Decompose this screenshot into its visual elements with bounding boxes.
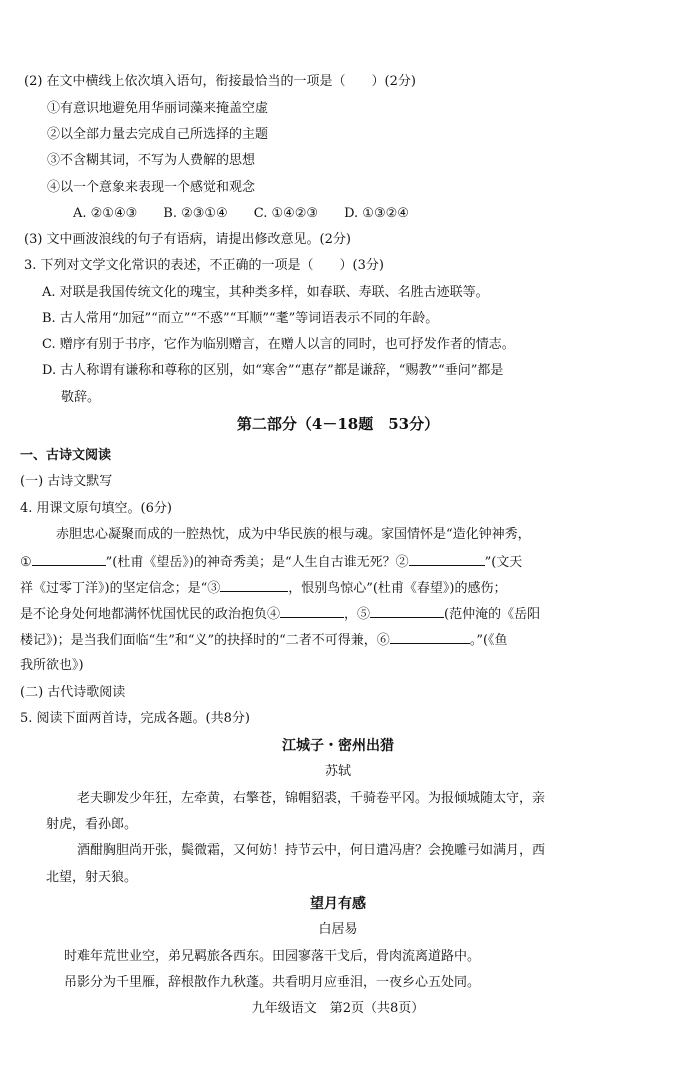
question-3-option-d: D. 古人称谓有谦称和尊称的区别，如“寒舍”“惠存”都是谦辞，“赐教”“垂问”都是 (42, 363, 504, 378)
fill-blank-5[interactable] (370, 605, 444, 618)
poem-1-line3: 酒酣胸胆尚开张，鬓微霜，又何妨！持节云中，何日遣冯唐？会挽雕弓如满月，西 (77, 843, 546, 858)
subsection-1-heading: (一) 古诗文默写 (20, 474, 113, 489)
poem-1-line1: 老夫聊发少年狂，左牵黄，右擎苍，锦帽貂裘，千骑卷平冈。为报倾城随太守，亲 (77, 791, 546, 806)
question-5: 5. 阅读下面两首诗，完成各题。(共8分) (20, 711, 250, 726)
section-1-heading: 一、古诗文阅读 (20, 448, 112, 463)
question-2-3: (3) 文中画波浪线的句子有语病，请提出修改意见。(2分) (24, 232, 351, 247)
question-3-option-c: C. 赠序有别于书序，它作为临别赠言，在赠人以言的同时，也可抒发作者的情志。 (42, 337, 515, 352)
question-3-option-d-cont: 敬辞。 (61, 390, 101, 405)
q4-paragraph-line5 (20, 631, 508, 650)
question-3: 3. 下列对文学文化常识的表述，不正确的一项是（ ）(3分) (24, 258, 384, 273)
q4-paragraph-line4 (20, 605, 540, 624)
option-2: ②以全部力量去完成自己所选择的主题 (47, 127, 269, 142)
poem-1-line4: 北望，射天狼。 (46, 870, 138, 885)
poem-2-line1: 时难年荒世业空，弟兄羁旅各西东。田园寥落干戈后，骨肉流离道路中。 (64, 949, 481, 964)
fill-blank-3[interactable] (220, 579, 288, 592)
choices: A. ②①④③ B. ②③①④ C. ①④②③ D. ①③②④ (73, 206, 409, 221)
poem-1-author: 苏轼 (324, 764, 351, 779)
page-footer: 九年级语文 第2页（共8页） (251, 1001, 425, 1016)
part-2-heading: 第二部分（4－18题 53分） (236, 415, 440, 433)
q4-text-4: 祥《过零丁洋》)的坚定信念；是“③ (20, 581, 221, 596)
option-3: ③不含糊其词，不写为人费解的思想 (47, 153, 256, 168)
fill-blank-6[interactable] (390, 631, 470, 644)
q4-text-2: ”(杜甫《望岳》)的神奇秀美；是“人生自古谁无死？② (105, 555, 409, 570)
option-4: ④以一个意象来表现一个感觉和观念 (47, 180, 256, 195)
question-4: 4. 用课文原句填空。(6分) (20, 501, 172, 516)
fill-blank-4[interactable] (280, 605, 344, 618)
q4-blank-label-1: ① (20, 555, 32, 570)
q4-text-5: ，恨别鸟惊心”(杜甫《春望》)的感伤； (288, 581, 507, 596)
subsection-2-heading: (二) 古代诗歌阅读 (20, 685, 126, 700)
q4-text-3: ”(文天 (484, 555, 523, 570)
poem-2-author: 白居易 (318, 922, 358, 937)
q4-text-9: 楼记》)；是当我们面临“生”和“义”的抉择时的“二者不可得兼，⑥ (20, 633, 390, 648)
question-2-2: (2) 在文中横线上依次填入语句，衔接最恰当的一项是（ ）(2分) (24, 74, 416, 89)
option-1: ①有意识地避免用华丽词藻来掩盖空虚 (47, 101, 269, 116)
q4-text-7: ，⑤ (344, 607, 371, 622)
q4-paragraph-line1: 赤胆忠心凝聚而成的一腔热忱，成为中华民族的根与魂。家国情怀是“造化钟神秀， (56, 527, 531, 542)
q4-text-10: 。”(《鱼 (469, 633, 508, 648)
poem-1-line2: 射虎，看孙郎。 (46, 817, 138, 832)
question-3-option-b: B. 古人常用“加冠”“而立”“不惑”“耳顺”“耄”等词语表示不同的年龄。 (42, 311, 439, 326)
q4-paragraph-line3 (20, 579, 507, 598)
fill-blank-1[interactable] (32, 553, 106, 566)
poem-2-title: 望月有感 (310, 896, 366, 912)
q4-text-6: 是不论身处何地都满怀忧国忧民的政治抱负④ (20, 607, 281, 622)
poem-1-title: 江城子・密州出猎 (282, 738, 394, 754)
q4-text-8: (范仲淹的《岳阳 (444, 607, 541, 622)
fill-blank-2[interactable] (409, 553, 485, 566)
q4-paragraph-line2 (20, 553, 522, 572)
question-3-option-a: A. 对联是我国传统文化的瑰宝，其种类多样，如春联、寿联、名胜古迹联等。 (42, 285, 489, 300)
poem-2-line2: 吊影分为千里雁，辞根散作九秋蓬。共看明月应垂泪，一夜乡心五处同。 (64, 975, 481, 990)
q4-paragraph-line6: 我所欲也》) (20, 658, 84, 673)
